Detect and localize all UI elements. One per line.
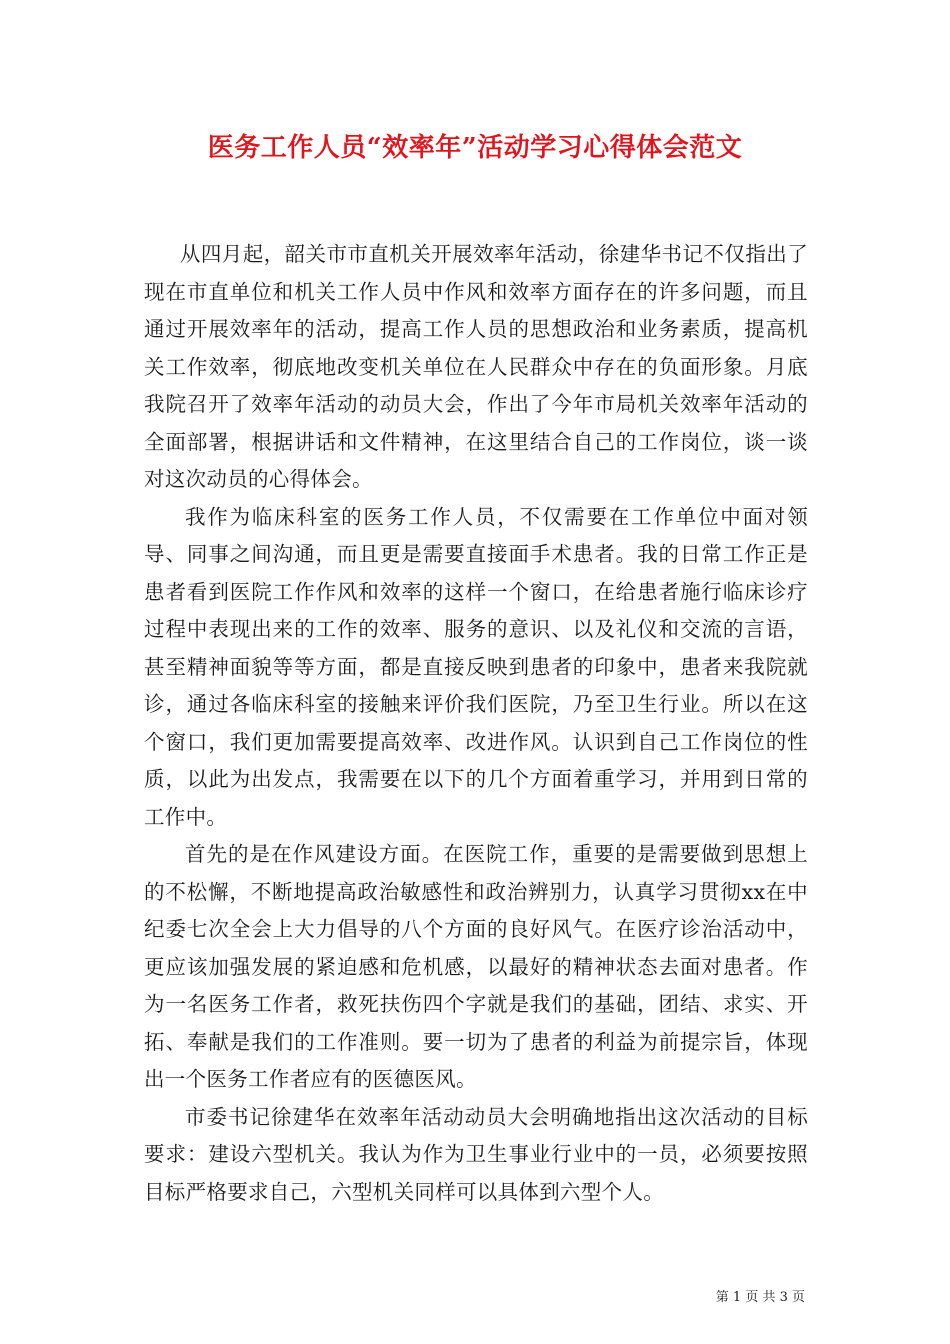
paragraph-1: 从四月起，韶关市市直机关开展效率年活动，徐建华书记不仅指出了现在市直单位和机关工作人员中作风和效率方面存在的许多问题，而且通过开展效率年的活动，提高工作人员的思想政治和业务素质，提高机关工作效率，彻底地改变机关单位在人民群众中存在的负面形象。月底我院召开了效率年活动的动员大会，作出了今年市局机关效率年活动的全面部署，根据讲话和文件精神，在这里结合自己的工作岗位，谈一谈对这次动员的心得体会。: [144, 242, 808, 491]
paragraph-4: 市委书记徐建华在效率年活动动员大会明确地指出这次活动的目标要求：建设六型机关。我认为作为卫生事业行业中的一员，必须要按照目标严格要求自己，六型机关同样可以具体到六型个人。: [144, 1104, 808, 1204]
paragraph-2: 我作为临床科室的医务工作人员，不仅需要在工作单位中面对领导、同事之间沟通，而且更是需要直接面手术患者。我的日常工作正是患者看到医院工作作风和效率的这样一个窗口，在给患者施行临床诊疗过程中表现出来的工作的效率、服务的意识、以及礼仪和交流的言语，甚至精神面貌等等方面，都是直接反映到患者的印象中，患者来我院就诊，通过各临床科室的接触来评价我们医院，乃至卫生行业。所以在这个窗口，我们更加需要提高效率、改进作风。认识到自己工作岗位的性质，以此为出发点，我需要在以下的几个方面着重学习，并用到日常的工作中。: [144, 504, 808, 829]
document-title: 医务工作人员“效率年”活动学习心得体会范文: [207, 133, 743, 163]
paragraph-3: 首先的是在作风建设方面。在医院工作，重要的是需要做到思想上的不松懈，不断地提高政治敏感性和政治辨别力，认真学习贯彻xx在中纪委七次全会上大力倡导的八个方面的良好风气。在医疗诊治活动中，更应该加强发展的紧迫感和危机感，以最好的精神状态去面对患者。作为一名医务工作者，救死扶伤四个字就是我们的基础，团结、求实、开拓、奉献是我们的工作准则。要一切为了患者的利益为前提宗旨，体现出一个医务工作者应有的医德医风。: [144, 842, 808, 1091]
document-body: [144, 236, 808, 1211]
page-number: 第 1 页 共 3 页: [715, 1290, 805, 1305]
